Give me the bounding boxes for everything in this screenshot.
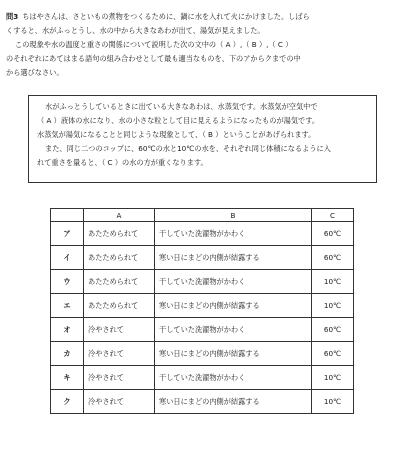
table-row[interactable] <box>51 294 354 318</box>
choice-b: 寒い日にまどの内側が結露する <box>155 390 312 414</box>
choice-c: 10℃ <box>312 270 354 294</box>
header-key <box>51 209 84 222</box>
table-row[interactable] <box>51 366 354 390</box>
header-a: A <box>84 209 155 222</box>
table-row[interactable] <box>51 270 354 294</box>
question-line-3: この現象や水の温度と重さの関係について説明した次の文中の（ A ）,（ B ）,（ C ） <box>15 40 293 49</box>
passage-line-5: れて重さを量ると、（ C ）の水の方が重くなります。 <box>37 158 208 167</box>
choice-b: 干していた洗濯物がかわく <box>155 270 312 294</box>
table-row[interactable] <box>51 318 354 342</box>
choice-key: ク <box>51 390 84 414</box>
choice-c: 60℃ <box>312 342 354 366</box>
passage-box <box>28 95 377 183</box>
passage-line-3: 水蒸気が湯気になることと同じような現象として、（ B ）ということがあげられます。 <box>37 130 316 139</box>
choice-a: あたためられて <box>84 246 155 270</box>
choice-key: ア <box>51 222 84 246</box>
choice-a: 冷やされて <box>84 318 155 342</box>
question-text <box>6 10 396 80</box>
choice-key: エ <box>51 294 84 318</box>
choice-a: あたためられて <box>84 294 155 318</box>
table-row[interactable] <box>51 222 354 246</box>
choice-key: カ <box>51 342 84 366</box>
table-row[interactable] <box>51 390 354 414</box>
choice-a: 冷やされて <box>84 390 155 414</box>
choice-key: オ <box>51 318 84 342</box>
table-header-row <box>51 209 354 222</box>
header-b: B <box>155 209 312 222</box>
choice-c: 10℃ <box>312 390 354 414</box>
question-line-4: のそれぞれにあてはまる語句の組み合わせとして最も適当なものを、下のアからクまでの中 <box>6 54 301 63</box>
choice-b: 寒い日にまどの内側が結露する <box>155 342 312 366</box>
question-line-2: くすると、水がふっとうし、水の中から大きなあわが出て、湯気が見えました。 <box>6 26 265 35</box>
passage-line-2: （ A ）液体の水になり、水の小さな粒として目に見えるようになったものが湯気です。 <box>37 116 320 125</box>
table-row[interactable] <box>51 246 354 270</box>
question-line-5: から選びなさい。 <box>6 68 64 77</box>
choice-b: 干していた洗濯物がかわく <box>155 318 312 342</box>
choice-b: 干していた洗濯物がかわく <box>155 222 312 246</box>
passage-line-4: また、同じ二つのコップに、60℃の水と10℃の水を、それぞれ同じ体積になるように入 <box>45 144 331 153</box>
header-c: C <box>312 209 354 222</box>
choice-c: 60℃ <box>312 318 354 342</box>
answer-choices-table <box>50 208 354 414</box>
choice-b: 干していた洗濯物がかわく <box>155 366 312 390</box>
choice-a: あたためられて <box>84 270 155 294</box>
choice-a: あたためられて <box>84 222 155 246</box>
question-line-1: 問3 ちはやさんは、さといもの煮物をつくるために、鍋に水を入れて火にかけました。しばら <box>6 12 310 21</box>
passage-line-1: 水がふっとうしているときに出ている大きなあわは、水蒸気です。水蒸気が空気中で <box>45 102 318 111</box>
choice-c: 10℃ <box>312 294 354 318</box>
choice-a: 冷やされて <box>84 366 155 390</box>
choice-c: 60℃ <box>312 222 354 246</box>
choice-c: 10℃ <box>312 366 354 390</box>
choice-b: 寒い日にまどの内側が結露する <box>155 294 312 318</box>
table-row[interactable] <box>51 342 354 366</box>
choice-b: 寒い日にまどの内側が結露する <box>155 246 312 270</box>
choice-key: キ <box>51 366 84 390</box>
question-number: 問3 <box>6 12 19 21</box>
choice-a: 冷やされて <box>84 342 155 366</box>
choice-key: イ <box>51 246 84 270</box>
choice-c: 60℃ <box>312 246 354 270</box>
choice-key: ウ <box>51 270 84 294</box>
